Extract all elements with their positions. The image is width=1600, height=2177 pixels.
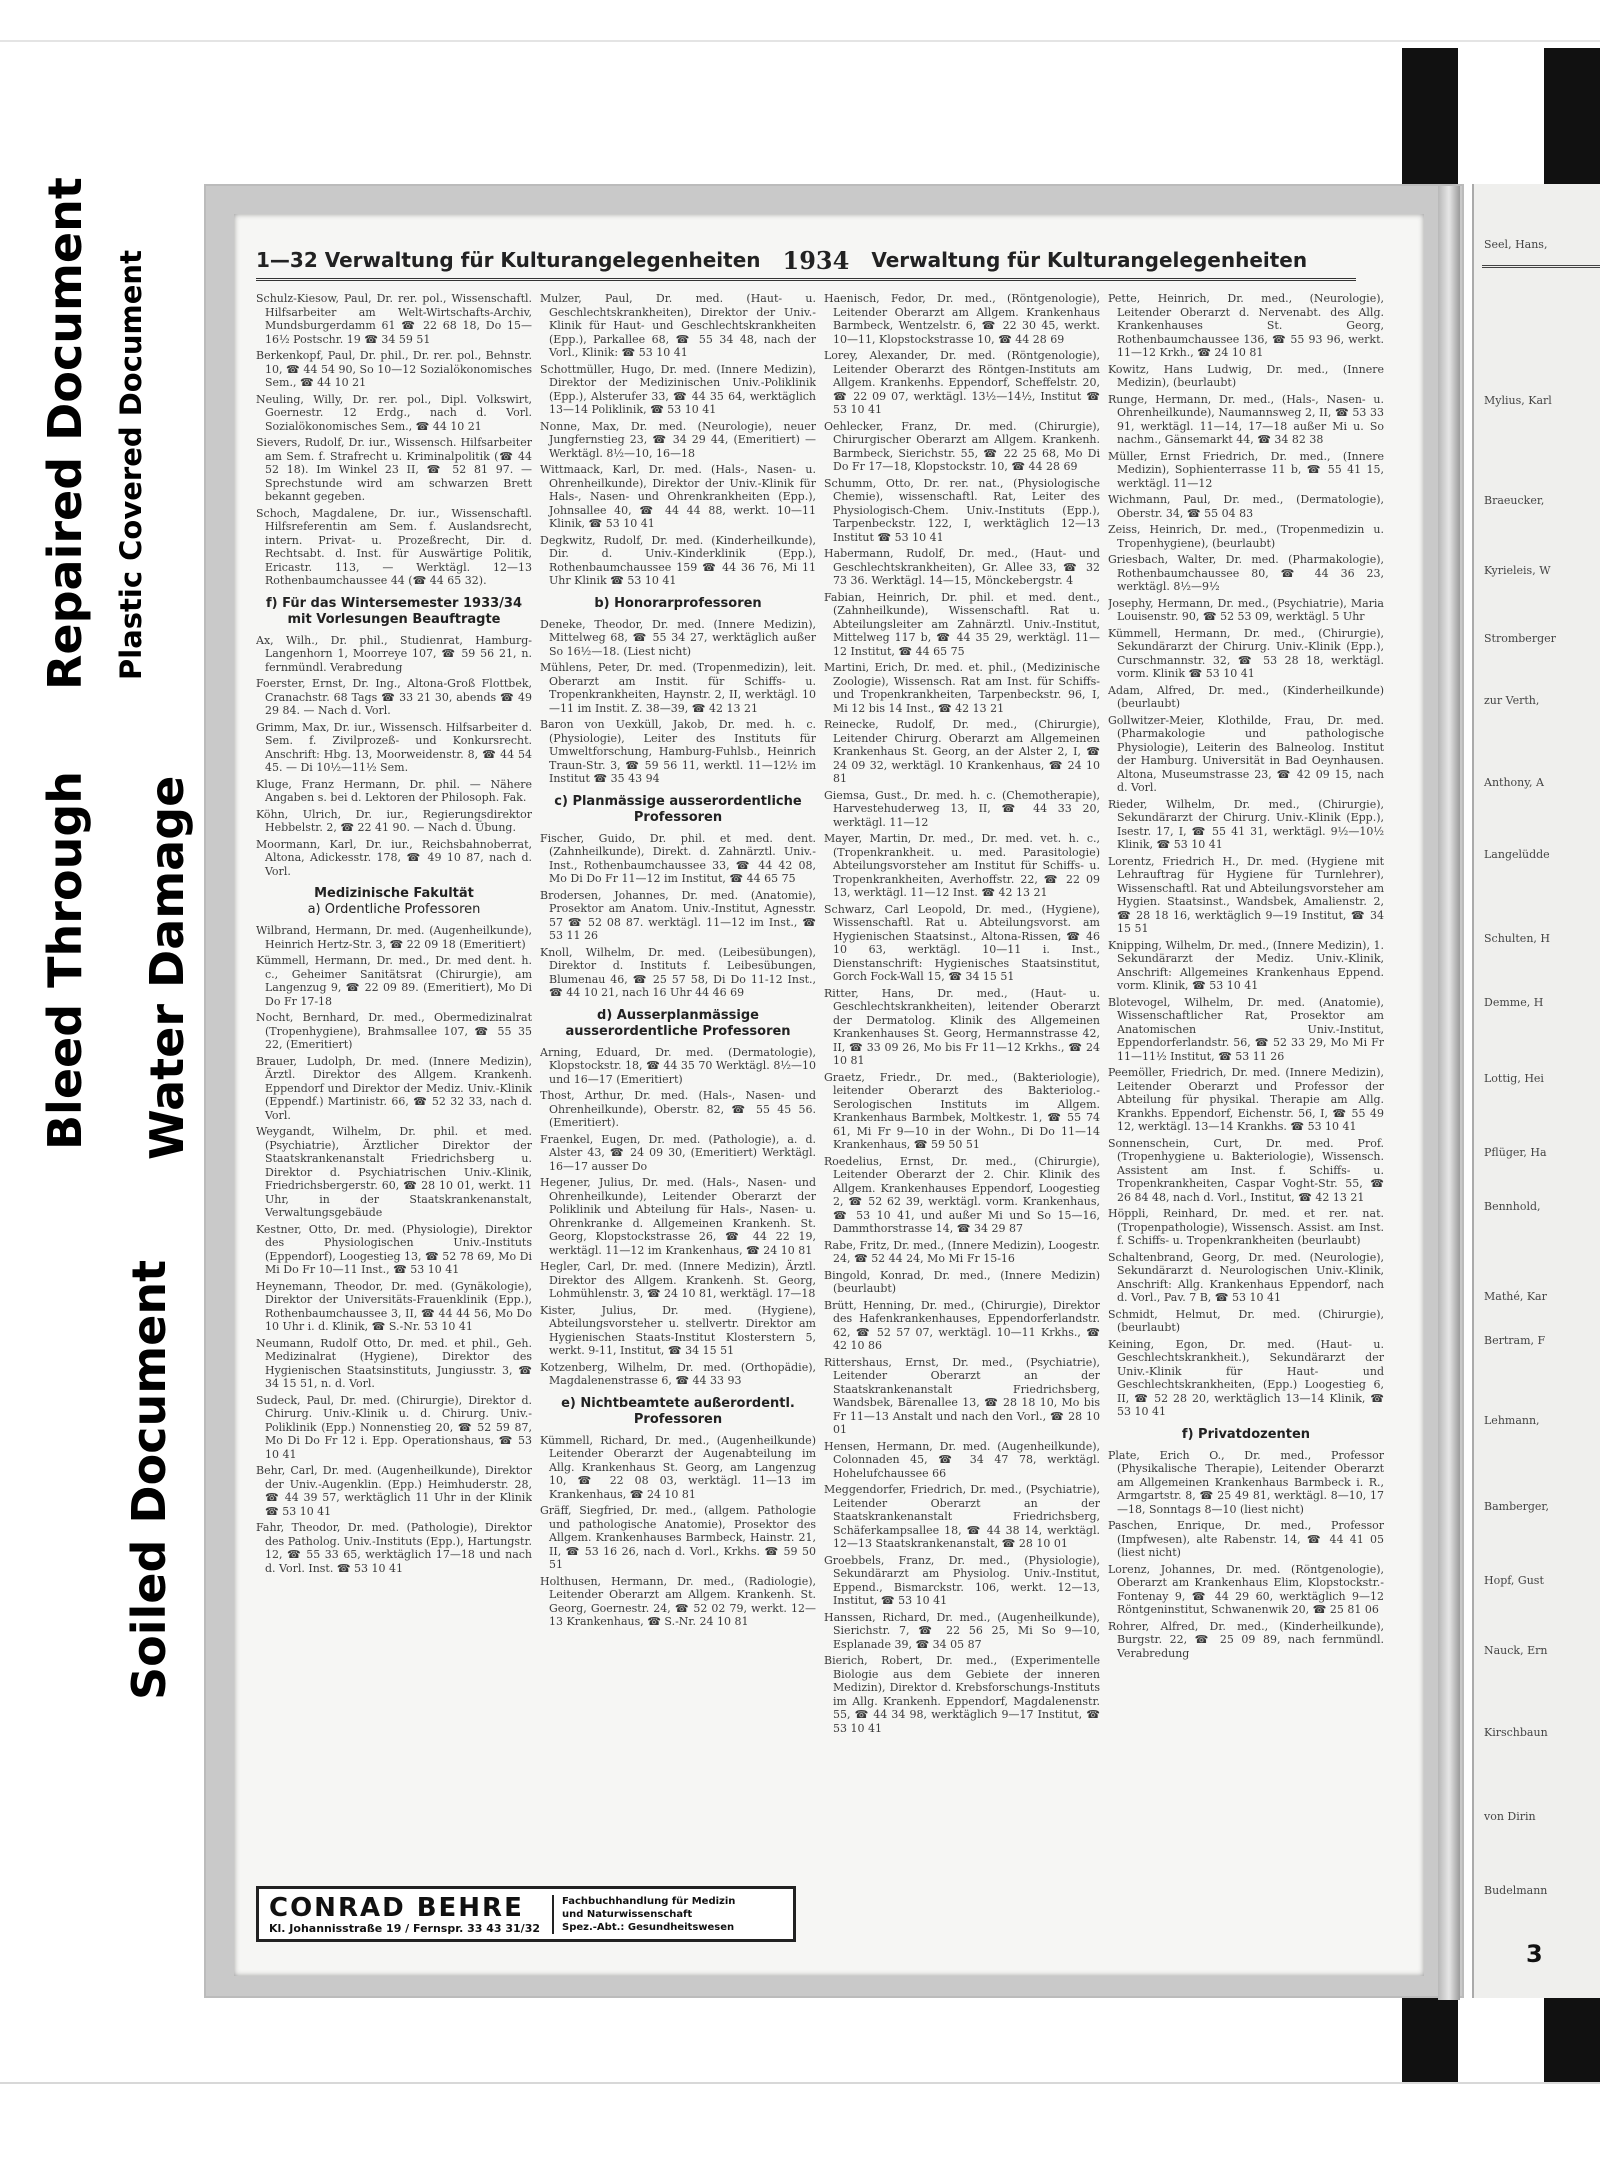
entry: Arning, Eduard, Dr. med. (Dermatologie), Klopstockstr. 18, ☎ 44 35 70 Werktägl. 8½—10 und 16—17 (Emeritiert) (540, 1045, 816, 1086)
entry: Knipping, Wilhelm, Dr. med., (Innere Medizin), 1. Sekundärarzt der Mediz. Univ.-Klinik, Anschrift: Allgemeines Krankenhaus Eppend. vorm. Klinik, ☎ 53 10 41 (1108, 938, 1384, 992)
entry: Haenisch, Fedor, Dr. med., (Röntgenologie), Leitender Oberarzt am Allgem. Krankenhaus Barmbeck, Wentzelstr. 6, ☎ 22 30 45, werkt. 10—11, Klopstockstrasse 10, ☎ 44 28 69 (824, 292, 1100, 346)
entry: Oehlecker, Franz, Dr. med. (Chirurgie), Chirurgischer Oberarzt am Allgem. Krankenh. Barmbeck, Sierichstr. 55, ☎ 22 25 68, Mo Di Do Fr 17—18, Klopstockstr. 10, ☎ 44 28 69 (824, 419, 1100, 473)
entry: Berkenkopf, Paul, Dr. phil., Dr. rer. pol., Behnstr. 10, ☎ 44 54 90, So 10—12 Sozialökonomisches Sem., ☎ 44 10 21 (256, 349, 532, 389)
entry: Zeiss, Heinrich, Dr. med., (Tropenmedizin u. Tropenhygiene), (beurlaubt) (1108, 523, 1384, 550)
entry: Pette, Heinrich, Dr. med., (Neurologie), Leitender Oberarzt d. Nervenabt. des Allg. Krankenhauses St. Georg, Rothenbaumchaussee 136, ☎ 55 93 96, werkt. 11—12 Krkh., ☎ 24 10 81 (1108, 292, 1384, 359)
fragment: Stromberger (1484, 632, 1556, 645)
entry: Brütt, Henning, Dr. med., (Chirurgie), Direktor des Hafenkrankenhauses, Eppendorferlandstr. 62, ☎ 52 57 07, werktägl. 10—11 Krkhs., ☎ 42 10 86 (824, 1298, 1100, 1352)
header-rule (1482, 262, 1600, 268)
entry: Rieder, Wilhelm, Dr. med., (Chirurgie), Sekundärarzt der Chirurg. Univ.-Klinik (Epp.), Isestr. 17, I, ☎ 55 41 31, werktägl. 9½—10½ Klinik, ☎ 53 10 41 (1108, 797, 1384, 851)
entry: Wittmaack, Karl, Dr. med. (Hals-, Nasen- u. Ohrenheilkunde), Direktor der Univ.-Klinik für Hals-, Nasen- und Ohrenkrankheiten (Epp.), Johnsallee 40, ☎ 44 44 88, werkt. 10—11 Klinik, ☎ 53 10 41 (540, 463, 816, 530)
entry: Nocht, Bernhard, Dr. med., Obermedizinalrat (Tropenhygiene), Brahmsallee 107, ☎ 55 35 22, (Emeritiert) (256, 1011, 532, 1051)
entry: Mulzer, Paul, Dr. med. (Haut- u. Geschlechtskrankheiten), Direktor der Univ.-Klinik für Haut- und Geschlechtskrankheiten (Epp.), Parkallee 68, ☎ 55 34 48, nach der Vorl., Klinik: ☎ 53 10 41 (540, 292, 816, 359)
entry: Müller, Ernst Friedrich, Dr. med., (Innere Medizin), Sophienterrasse 11 b, ☎ 55 41 15, werktägl. 11—12 (1108, 449, 1384, 490)
entry: Moormann, Karl, Dr. iur., Reichsbahnoberrat, Altona, Adickesstr. 178, ☎ 49 10 87, nach d. Vorl. (256, 837, 532, 878)
ad-line: und Naturwissenschaft (562, 1908, 693, 1920)
section-heading: d) Ausserplanmässige ausserordentliche Professoren (565, 1007, 791, 1039)
entry: Schwarz, Carl Leopold, Dr. med., (Hygiene), Wissenschaftl. Rat u. Abteilungsvorst. am Hygienischen Staatsinst., Altona-Rissen, ☎ 46 10 63, werktägl. 10—11 i. Inst., Dienstanschrift: Hygienisches Staatsinstitut, Gorch Fock-Wall 15, ☎ 34 15 51 (824, 902, 1100, 983)
text-column-1 (256, 292, 532, 1892)
fragment: Hopf, Gust (1484, 1574, 1544, 1587)
entry: Meggendorfer, Friedrich, Dr. med., (Psychiatrie), Leitender Oberarzt an der Staatskrankenanstalt Friedrichsberg, Schäferkampsallee 18, ☎ 44 38 14, werktägl. 12—13 Staatskrankenanstalt, ☎ 28 10 01 (824, 1483, 1100, 1550)
ad-left (269, 1894, 540, 1935)
page-edge (1438, 186, 1460, 2000)
text-column-2 (540, 292, 816, 1892)
label-plastic-covered-document: Plastic Covered Document (114, 250, 148, 680)
section-heading: a) Ordentliche Professoren (307, 902, 481, 917)
entry: Neuling, Willy, Dr. rer. pol., Dipl. Volkswirt, Goernestr. 12 Erdg., nach d. Vorl. Sozialökonomisches Sem., ☎ 44 10 21 (256, 392, 532, 433)
entry: Josephy, Hermann, Dr. med., (Psychiatrie), Maria Louisenstr. 90, ☎ 52 53 09, werktägl. 5 Uhr (1108, 596, 1384, 623)
adjacent-page (1472, 184, 1600, 1998)
ad-line: Fachbuchhandlung für Medizin (562, 1895, 736, 1907)
entry: Rohrer, Alfred, Dr. med., (Kinderheilkunde), Burgstr. 22, ☎ 25 09 89, nach fernmündl. Verabredung (1108, 1619, 1384, 1660)
label-bleed-through: Bleed Through (38, 770, 92, 1150)
entry: Griesbach, Walter, Dr. med. (Pharmakologie), Rothenbaumchaussee 80, ☎ 44 36 23, werktägl. 8½—9½ (1108, 553, 1384, 593)
entry: Blotevogel, Wilhelm, Dr. med. (Anatomie), Wissenschaftlicher Rat, Prosektor am Anatomischen Univ.-Institut, Eppendorferlandstr. 56, ☎ 52 33 29, Mo Mi Fr 11—11½ Institut, ☎ 53 11 26 (1108, 995, 1384, 1063)
entry: Fischer, Guido, Dr. phil. et med. dent. (Zahnheilkunde), Direkt. d. Zahnärztl. Univ.-Inst., Rothenbaumchaussee 33, ☎ 44 42 08, Mo Di Do Fr 11—12 im Institut, ☎ 44 65 75 (540, 831, 816, 885)
entry: Sonnenschein, Curt, Dr. med. Prof. (Tropenhygiene u. Bakteriologie), Wissensch. Assistent am Inst. f. Schiffs- u. Tropenkrankheiten, Caspar Voght-Str. 55, ☎ 26 84 48, nach d. Vorl., Institut, ☎ 42 13 21 (1108, 1136, 1384, 1204)
entry: Groebbels, Franz, Dr. med., (Physiologie), Sekundärarzt am Physiolog. Univ.-Institut, Eppend., Bismarckstr. 106, werkt. 12—13, Institut, ☎ 53 10 41 (824, 1553, 1100, 1607)
fragment: zur Verth, (1484, 694, 1540, 707)
entry: Kluge, Franz Hermann, Dr. phil. — Nähere Angaben s. bei d. Lektoren der Philosoph. Fak. (256, 777, 532, 804)
entry: Ritter, Hans, Dr. med., (Haut- u. Geschlechtskrankheiten), leitender Oberarzt der Dermatolog. Klinik des Allgemeinen Krankenhauses St. Georg, Hermannstrasse 42, II, ☎ 33 09 26, Mo bis Fr 11—12 Krkhs., ☎ 24 10 81 (824, 986, 1100, 1067)
entry: Kestner, Otto, Dr. med. (Physiologie), Direktor des Physiologischen Univ.-Instituts (Eppendorf), Loogestieg 13, ☎ 52 78 69, Mo Di Mi Do Fr 10—11 Inst., ☎ 53 10 41 (256, 1222, 532, 1276)
advertisement-box (256, 1886, 796, 1942)
entry: Fahr, Theodor, Dr. med. (Pathologie), Direktor des Patholog. Univ.-Instituts (Epp.), Hartungstr. 12, ☎ 55 33 65, werktäglich 17—18 und nach d. Vorl. Inst. ☎ 53 10 41 (256, 1521, 532, 1575)
entry: Schmidt, Helmut, Dr. med. (Chirurgie), (beurlaubt) (1108, 1307, 1384, 1334)
entry: Brauer, Ludolph, Dr. med. (Innere Medizin), Ärztl. Direktor des Allgem. Krankenh. Eppendorf und Direktor der Mediz. Univ.-Klinik (Eppendf.) Martinistr. 66, ☎ 52 32 33, nach d. Vorl. (256, 1054, 532, 1122)
entry: Bierich, Robert, Dr. med., (Experimentelle Biologie aus dem Gebiete der inneren Medizin), Direktor d. Krebsforschungs-Instituts im Allg. Krankenh. Eppendorf, Magdalenenstr. 55, ☎ 44 34 98, werktäglich 9—17 Institut, ☎ 53 10 41 (824, 1654, 1100, 1735)
fragment: Budelmann (1484, 1884, 1548, 1897)
fragment: Langelüdde (1484, 848, 1550, 861)
section-heading: c) Planmässige ausserordentliche Professoren (554, 793, 802, 825)
entry: Nonne, Max, Dr. med. (Neurologie), neuer Jungfernstieg 23, ☎ 34 29 44, (Emeritiert) — Werktägl. 8½—10, 16—18 (540, 419, 816, 460)
fragment: Lehmann, (1484, 1414, 1540, 1427)
fragment: Mathé, Kar (1484, 1290, 1547, 1303)
entry: Hanssen, Richard, Dr. med., (Augenheilkunde), Sierichstr. 7, ☎ 22 56 25, Mi So 9—10, Esplanade 39, ☎ 34 05 87 (824, 1610, 1100, 1651)
text-column-3 (824, 292, 1100, 1892)
entry: Kümmell, Richard, Dr. med., (Augenheilkunde) Leitender Oberarzt der Augenabteilung im Allg. Krankenhaus St. Georg, am Langenzug 10, ☎ 22 08 03, werktägl. 11—13 im Krankenhaus, ☎ 24 10 81 (540, 1433, 816, 1501)
section-heading: e) Nichtbeamtete außerordentl. Professoren (561, 1395, 795, 1427)
entry: Schulz-Kiesow, Paul, Dr. rer. pol., Wissenschaftl. Hilfsarbeiter am Welt-Wirtschafts-Archiv, Mundsburgerdamm 61 ☎ 22 68 18, Do 15—16½ Postschr. 19 ☎ 34 59 51 (256, 292, 532, 346)
entry: Paschen, Enrique, Dr. med., Professor (Impfwesen), alte Rabenstr. 14, ☎ 44 41 05 (liest nicht) (1108, 1519, 1384, 1559)
entry: Holthusen, Hermann, Dr. med., (Radiologie), Leitender Oberarzt am Allgem. Krankenh. St. Georg, Goernestr. 24, ☎ 52 02 79, werkt. 12—13 Krankenhaus, ☎ S.-Nr. 24 10 81 (540, 1574, 816, 1628)
running-header (256, 242, 1356, 281)
label-water-damage: Water Damage (140, 775, 194, 1160)
header-year: 1934 (782, 245, 850, 275)
section-heading: f) Für das Wintersemester 1933/34 mit Vorlesungen Beauftragte (265, 595, 523, 627)
fragment: Kirschbaun (1484, 1726, 1548, 1739)
entry: Giemsa, Gust., Dr. med. h. c. (Chemotherapie), Harvestehuderweg 13, II, ☎ 44 33 20, werktägl. 11—12 (824, 788, 1100, 829)
fragment: Kyrieleis, W (1484, 564, 1551, 577)
label-soiled-document: Soiled Document (122, 1259, 176, 1700)
entry: Grimm, Max, Dr. iur., Wissensch. Hilfsarbeiter d. Sem. f. Zivilprozeß- und Konkursrecht. Anschrift: Hbg. 13, Moorweidenstr. 8, ☎ 44 54 45. — Di 10½—11½ Sem. (256, 720, 532, 774)
entry: Kister, Julius, Dr. med. (Hygiene), Abteilungsvorsteher u. stellvertr. Direktor am Hygienischen Staats-Institut Klosterstern 5, werkt. 9-11, Institut, ☎ 34 15 51 (540, 1303, 816, 1357)
entry: Sievers, Rudolf, Dr. iur., Wissensch. Hilfsarbeiter am Sem. f. Strafrecht u. Kriminalpolitik (☎ 44 52 18). Im Winkel 23 II, ☎ 52 81 97. — Sprechstunde wird am schwarzen Brett bekannt gegeben. (256, 436, 532, 503)
entry: Lorey, Alexander, Dr. med. (Röntgenologie), Leitender Oberarzt des Röntgen-Instituts am Allgem. Krankenhs. Eppendorf, Scheffelstr. 20, ☎ 22 09 07, werktägl. 13½—14½, Institut ☎ 53 10 41 (824, 349, 1100, 416)
entry: Ax, Wilh., Dr. phil., Studienrat, Hamburg-Langenhorn 1, Moorreye 107, ☎ 59 56 21, n. fernmündl. Verabredung (256, 633, 532, 674)
faculty-heading: Medizinische Fakultät (314, 886, 474, 901)
entry: Lorenz, Johannes, Dr. med. (Röntgenologie), Oberarzt am Krankenhaus Elim, Klopstockstr.-Fontenay 9, ☎ 44 29 60, werktäglich 9—12 Röntgeninstitut, Schwanenwik 20, ☎ 25 81 06 (1108, 1562, 1384, 1616)
fragment: Demme, H (1484, 996, 1544, 1009)
entry: Graetz, Friedr., Dr. med., (Bakteriologie), leitender Oberarzt des Bakteriolog.-Serologischen Instituts im Allgem. Krankenhaus Barmbek, Moltkestr. 1, ☎ 55 74 61, Mi Fr 9—10 in der Wohn., Di Do 11—14 Krankenhaus, ☎ 59 50 51 (824, 1070, 1100, 1151)
bottom-rule (0, 2082, 1600, 2084)
header-left: 1—32 Verwaltung für Kulturangelegenheiten (256, 248, 761, 272)
entry: Heynemann, Theodor, Dr. med. (Gynäkologie), Direktor der Universitäts-Frauenklinik (Epp.), Rothenbaumchaussee 3, II, ☎ 44 44 56, Mo Do 10 Uhr i. d. Klinik, ☎ S.-Nr. 53 10 41 (256, 1279, 532, 1333)
entry: Wilbrand, Hermann, Dr. med. (Augenheilkunde), Heinrich Hertz-Str. 3, ☎ 22 09 18 (Emeritiert) (256, 924, 532, 951)
entry: Runge, Hermann, Dr. med., (Hals-, Nasen- u. Ohrenheilkunde), Naumannsweg 2, II, ☎ 53 33 91, werktägl. 11—14, 17—18 außer Mi u. So nachm., Gänsemarkt 44, ☎ 34 82 38 (1108, 392, 1384, 446)
top-rule (0, 40, 1600, 42)
entry: Adam, Alfred, Dr. med., (Kinderheilkunde) (beurlaubt) (1108, 683, 1384, 710)
entry: Fraenkel, Eugen, Dr. med. (Pathologie), a. d. Alster 43, ☎ 24 09 30, (Emeritiert) Werktägl. 16—17 ausser Do (540, 1132, 816, 1173)
fragment: Mylius, Karl (1484, 394, 1552, 407)
entry: Lorentz, Friedrich H., Dr. med. (Hygiene mit Lehrauftrag für Hygiene für Turnlehrer), Wissenschaftl. Rat und Abteilungsvorsteher am Hygien. Staatsinst., Wandsbek, Amalienstr. 2, ☎ 28 18 16, werktäglich 9—19 Institut, ☎ 34 15 51 (1108, 854, 1384, 935)
fragment: Bertram, F (1484, 1334, 1546, 1347)
ad-right (552, 1895, 735, 1934)
entry: Hegener, Julius, Dr. med. (Hals-, Nasen- und Ohrenheilkunde), Leitender Oberarzt der Poliklinik und Abteilung für Hals-, Nasen- u. Ohrenkranke d. Allgemeinen Krankenh. St. Georg, Klopstockstrasse 26, ☎ 44 22 19, werktägl. 11—12 im Krankenhaus, ☎ 24 10 81 (540, 1176, 816, 1257)
entry: Knoll, Wilhelm, Dr. med. (Leibesübungen), Direktor d. Instituts f. Leibesübungen, Blumenau 46, ☎ 25 57 58, Di Do 11-12 Inst., ☎ 44 10 21, nach 16 Uhr 44 46 69 (540, 945, 816, 999)
entry: Kotzenberg, Wilhelm, Dr. med. (Orthopädie), Magdalenenstrasse 6, ☎ 44 33 93 (540, 1360, 816, 1387)
entry: Köhn, Ulrich, Dr. iur., Regierungsdirektor Hebbelstr. 2, ☎ 22 41 90. — Nach d. Übung. (256, 807, 532, 834)
section-heading: b) Honorarprofessoren (594, 595, 762, 611)
entry: Baron von Uexküll, Jakob, Dr. med. h. c. (Physiologie), Leiter des Instituts für Umweltforschung, Hamburg-Fuhlsb., Heinrich Traun-Str. 3, ☎ 59 56 11, werktl. 11—12½ im Institut ☎ 35 43 94 (540, 718, 816, 785)
fragment: Lottig, Hei (1484, 1072, 1544, 1085)
entry: Roedelius, Ernst, Dr. med., (Chirurgie), Leitender Oberarzt der 2. Chir. Klinik des Allgem. Krankenhauses Eppendorf, Loogestieg 2, ☎ 52 62 39, werktägl. vorm. Krankenhaus, ☎ 53 10 41, und außer Mi und So 15—16, Dammthorstrasse 14, ☎ 34 29 87 (824, 1154, 1100, 1235)
section-heading: f) Privatdozenten (1181, 1426, 1311, 1442)
entry: Reinecke, Rudolf, Dr. med., (Chirurgie), Leitender Chirurg. Oberarzt am Allgemeinen Krankenhaus St. Georg, an der Alster 2, I, ☎ 24 09 32, werktägl. 10 Krankenhaus, ☎ 24 10 81 (824, 718, 1100, 785)
entry: Wichmann, Paul, Dr. med., (Dermatologie), Oberstr. 34, ☎ 55 04 83 (1108, 493, 1384, 520)
entry: Schaltenbrand, Georg, Dr. med. (Neurologie), Sekundärarzt d. Neurologischen Univ.-Klinik, Anschrift: Allg. Krankenhaus Eppendorf, nach d. Vorl., Pav. 7 B, ☎ 53 10 41 (1108, 1250, 1384, 1304)
entry: Schottmüller, Hugo, Dr. med. (Innere Medizin), Direktor der Medizinischen Univ.-Poliklinik (Epp.), Alsterufer 33, ☎ 44 35 64, werktäglich 13—14 Poliklinik, ☎ 53 10 41 (540, 362, 816, 416)
entry: Sudeck, Paul, Dr. med. (Chirurgie), Direktor d. Chirurg. Univ.-Klinik u. d. Chirurg. Univ.-Poliklinik (Epp.) Nonnenstieg 20, ☎ 52 59 87, Mo Di Do Fr 12 i. Epp. Operationshaus, ☎ 53 10 41 (256, 1393, 532, 1461)
entry: Hensen, Hermann, Dr. med. (Augenheilkunde), Colonnaden 45, ☎ 34 47 78, werktägl. Hohelufchaussee 66 (824, 1439, 1100, 1480)
entry: Peemöller, Friedrich, Dr. med. (Innere Medizin), Leitender Oberarzt und Professor der Abteilung für physikal. Therapie am Allg. Krankhs. Eppendorf, Eichenstr. 56, I, ☎ 55 49 12, werktägl. 13—14 Krankhs. ☎ 53 10 41 (1108, 1066, 1384, 1133)
entry: Höppli, Reinhard, Dr. med. et rer. nat. (Tropenpathologie), Wissensch. Assist. am Inst. f. Schiffs- u. Tropenkrankheiten (beurlaubt) (1108, 1207, 1384, 1247)
entry: Mühlens, Peter, Dr. med. (Tropenmedizin), leit. Oberarzt am Instit. für Schiffs- u. Tropenkrankheiten, Haynstr. 2, II, werktägl. 10—11 im Instit. Z. 38—39, ☎ 42 13 21 (540, 661, 816, 715)
entry: Bingold, Konrad, Dr. med., (Innere Medizin) (beurlaubt) (824, 1268, 1100, 1295)
fragment: Seel, Hans, (1484, 238, 1548, 251)
fragment: Nauck, Ern (1484, 1644, 1548, 1657)
entry: Thost, Arthur, Dr. med. (Hals-, Nasen- und Ohrenheilkunde), Oberstr. 82, ☎ 55 45 56. (Emeritiert). (540, 1089, 816, 1129)
entry: Rabe, Fritz, Dr. med., (Innere Medizin), Loogestr. 24, ☎ 52 44 24, Mo Mi Fr 15-16 (824, 1238, 1100, 1265)
ad-brand: CONRAD BEHRE (269, 1892, 524, 1923)
entry: Brodersen, Johannes, Dr. med. (Anatomie), Prosektor am Anatom. Univ.-Institut, Agnesstr. 57 ☎ 52 08 87. werktägl. 11—12 im Inst., ☎ 53 11 26 (540, 888, 816, 942)
fragment: Braeucker, (1484, 494, 1545, 507)
fragment: Pflüger, Ha (1484, 1146, 1547, 1159)
fragment: von Dirin (1484, 1810, 1536, 1823)
entry: Neumann, Rudolf Otto, Dr. med. et phil., Geh. Medizinalrat (Hygiene), Direktor des Hygienischen Staatsinstituts, Jungiusstr. 3, ☎ 34 15 51, n. d. Vorl. (256, 1336, 532, 1390)
entry: Kümmell, Hermann, Dr. med., Dr. med dent. h. c., Geheimer Sanitätsrat (Chirurgie), am Langenzug 9, ☎ 22 09 89. (Emeritiert), Mo Di Do Fr 17-18 (256, 954, 532, 1008)
text-column-4 (1108, 292, 1384, 1892)
fragment: Schulten, H (1484, 932, 1550, 945)
entry: Kowitz, Hans Ludwig, Dr. med., (Innere Medizin), (beurlaubt) (1108, 362, 1384, 389)
entry: Fabian, Heinrich, Dr. phil. et med. dent., (Zahnheilkunde), Wissenschaftl. Rat u. Abteilungsleiter am Zahnärztl. Univ.-Institut, Mittelweg 117 b, ☎ 44 35 29, werktägl. 11—12 Institut, ☎ 44 65 75 (824, 590, 1100, 658)
entry: Mayer, Martin, Dr. med., Dr. med. vet. h. c., (Tropenkrankheit. u. med. Parasitologie) Abteilungsvorsteher am Institut für Schiffs- u. Tropenkrankheiten, Averhoffstr. 22, ☎ 22 09 13, werktägl. 11—12 Inst. ☎ 42 13 21 (824, 832, 1100, 899)
ad-address: Kl. Johannisstraße 19 / Fernspr. 33 43 31/32 (269, 1921, 541, 1935)
entry: Deneke, Theodor, Dr. med. (Innere Medizin), Mittelweg 68, ☎ 55 34 27, werktäglich außer So 16½—18. (Liest nicht) (540, 617, 816, 658)
entry: Degkwitz, Rudolf, Dr. med. (Kinderheilkunde), Dir. d. Univ.-Kinderklinik (Epp.), Rothenbaumchaussee 159 ☎ 44 36 76, Mi 11 Uhr Klinik ☎ 53 10 41 (540, 533, 816, 587)
page-number: 3 (1526, 1940, 1543, 1968)
fragment: Anthony, A (1484, 776, 1544, 789)
entry: Martini, Erich, Dr. med. et. phil., (Medizinische Zoologie), Wissensch. Rat am Inst. für Schiffs- und Tropenkrankheiten, Tarpenbeckstr. 96, I, Mi 12 bis 14 Inst., ☎ 42 13 21 (824, 661, 1100, 715)
scanned-page (204, 184, 1464, 1998)
entry: Hegler, Carl, Dr. med. (Innere Medizin), Ärztl. Direktor des Allgem. Krankenh. St. Georg, Lohmühlenstr. 3, ☎ 24 10 81, werktägl. 17—18 (540, 1260, 816, 1300)
entry: Gollwitzer-Meier, Klothilde, Frau, Dr. med. (Pharmakologie und pathologische Physiologie), Leiterin des Balneolog. Institut der Hamburg. Universität in Bad Oeynhausen. Altona, Museumstrasse 23, ☎ 42 09 15, nach d. Vorl. (1108, 713, 1384, 794)
entry: Behr, Carl, Dr. med. (Augenheilkunde), Direktor der Univ.-Augenklin. (Epp.) Heimhuderstr. 28, ☎ 44 39 57, werktäglich 11 Uhr in der Klinik ☎ 53 10 41 (256, 1464, 532, 1518)
entry: Schumm, Otto, Dr. rer. nat., (Physiologische Chemie), wissenschaftl. Rat, Leiter des Physiologisch-Chem. Univ.-Instituts (Epp.), Tarpenbeckstr. 122, I, werktäglich 12—13 Institut ☎ 53 10 41 (824, 476, 1100, 544)
entry: Habermann, Rudolf, Dr. med., (Haut- und Geschlechtskrankheiten), Gr. Allee 33, ☎ 32 73 36. Werktägl. 14—15, Mönckebergstr. 4 (824, 547, 1100, 587)
fragment: Bamberger, (1484, 1500, 1549, 1513)
entry: Weygandt, Wilhelm, Dr. phil. et med. (Psychiatrie), Ärztlicher Direktor der Staatskrankenanstalt Friedrichsberg u. Direktor d. Psychiatrischen Univ.-Klinik, Friedrichsbergerstr. 60, ☎ 28 10 01, werkt. 11 Uhr, in der Staatskrankenanstalt, Verwaltungsgebäude (256, 1125, 532, 1219)
entry: Rittershaus, Ernst, Dr. med., (Psychiatrie), Leitender Oberarzt an der Staatskrankenanstalt Friedrichsberg, Wandsbek, Bärenallee 13, ☎ 28 18 10, Mo bis Fr 11—13 Anstalt und nach den Vorl., ☎ 28 10 01 (824, 1355, 1100, 1436)
fragment: Bennhold, (1484, 1200, 1541, 1213)
entry: Plate, Erich O., Dr. med., Professor (Physikalische Therapie), Leitender Oberarzt am Allgemeinen Krankenhaus Barmbeck i. R., Armgartstr. 8, ☎ 25 49 81, werktägl. 8—10, 17—18, Sonntags 8—10 (liest nicht) (1108, 1448, 1384, 1516)
entry: Gräff, Siegfried, Dr. med., (allgem. Pathologie und pathologische Anatomie), Prosektor des Allgem. Krankenhauses Barmbeck, Hainstr. 21, II, ☎ 53 16 26, nach d. Vorl., Krkhs. ☎ 59 50 51 (540, 1504, 816, 1571)
header-right: Verwaltung für Kulturangelegenheiten (871, 248, 1308, 272)
ad-line: Spez.-Abt.: Gesundheitswesen (562, 1921, 735, 1933)
entry: Schoch, Magdalene, Dr. iur., Wissenschaftl. Hilfsreferentin am Sem. f. Auslandsrecht, intern. Privat- u. Prozeßrecht, Dir. d. Rechtsabt. d. Inst. für Auswärtige Politik, Ericastr. 113, — Werktägl. 12—13 Rothenbaumchaussee 44 (☎ 44 65 32). (256, 506, 532, 587)
entry: Keining, Egon, Dr. med. (Haut- u. Geschlechtskrankheit.), Sekundärarzt der Univ.-Klinik für Haut- und Geschlechtskrankheiten, (Epp.) Loogestieg 6, II, ☎ 52 28 20, werktäglich 13—14 Klinik, ☎ 53 10 41 (1108, 1337, 1384, 1418)
entry: Foerster, Ernst, Dr. Ing., Altona-Groß Flottbek, Cranachstr. 68 Tags ☎ 33 21 30, abends ☎ 49 29 84. — Nach d. Vorl. (256, 677, 532, 717)
entry: Kümmell, Hermann, Dr. med., (Chirurgie), Sekundärarzt der Chirurg. Univ.-Klinik (Epp.), Curschmannstr. 32, ☎ 53 28 18, werktägl. vorm. Klinik ☎ 53 10 41 (1108, 626, 1384, 680)
label-repaired-document: Repaired Document (38, 177, 92, 690)
